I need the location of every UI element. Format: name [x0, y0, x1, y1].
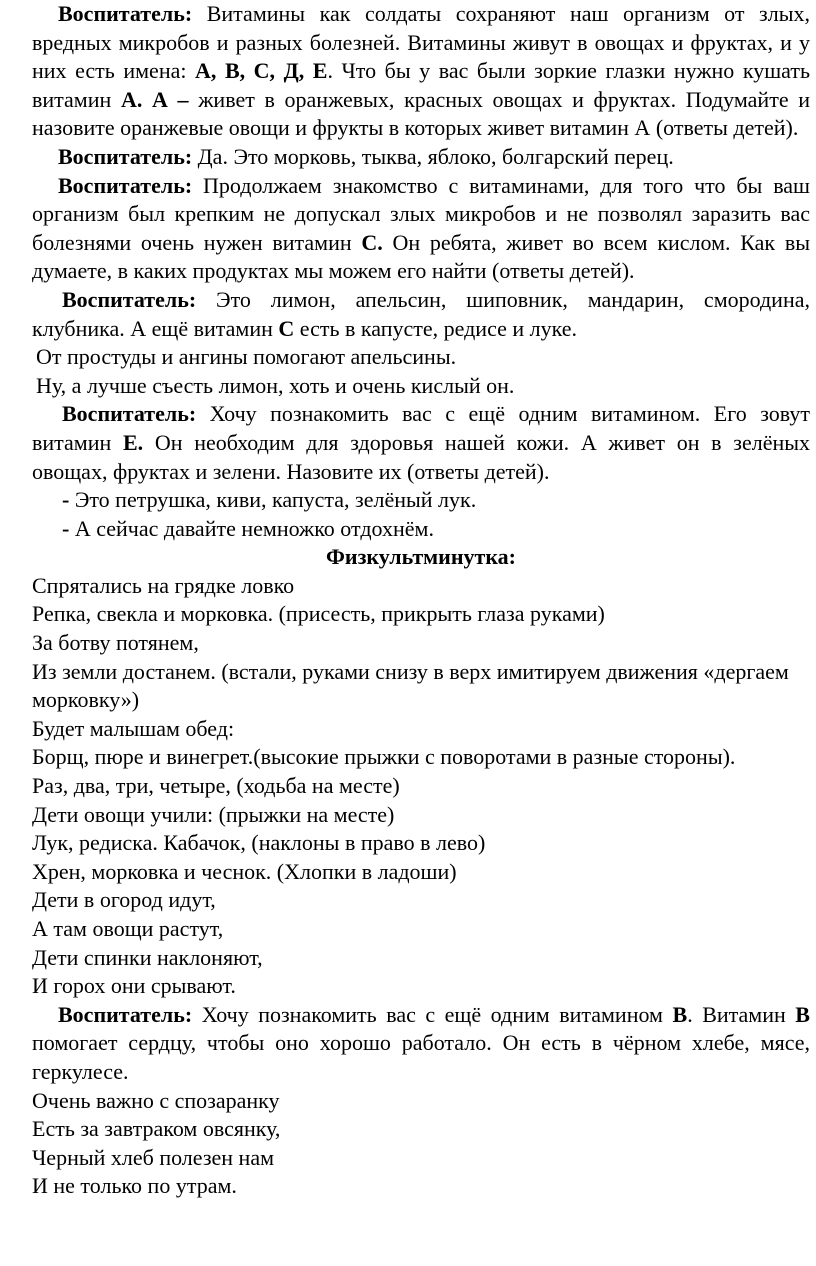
speaker-label: Воспитатель:: [58, 1, 193, 26]
exercise-line: Из земли достанем. (встали, руками снизу в верх имитируем движения «дергаем морковку»): [32, 658, 789, 713]
exercise-poem: [32, 572, 810, 1001]
exercise-line: Будет малышам обед:: [32, 715, 235, 741]
paragraph-vitamin-a: Воспитатель: Витамины как солдаты сохраняют наш организм от злых, вредных микробов и разных болезней. Витамины живут в овощах и фруктах, и у них есть имена: А, В, С, Д, Е. Что бы у вас были зоркие глазки нужно кушать витамин А. А – живет в оранжевых, красных овощах и фруктах. Подумайте и назовите оранжевые овощи и фрукты в которых живет витамин А (ответы детей).: [32, 1, 811, 141]
exercise-line: И горох они срывают.: [32, 973, 236, 999]
poem-line: Есть за завтраком овсянку,: [32, 1116, 281, 1142]
speaker-label: Воспитатель:: [58, 1001, 193, 1027]
dash-line: - Это петрушка, киви, капуста, зелёный лук.: [62, 487, 477, 513]
exercise-line: Лук, редиска. Кабачок, (наклоны в право в лево): [32, 830, 486, 856]
poem-line: Очень важно с спозаранку: [32, 1087, 280, 1113]
paragraph-vitamin-c: Воспитатель: Продолжаем знакомство с витаминами, для того что бы ваш организм был крепким не допускал злых микробов и не позволял заразить вас болезнями очень нужен витамин С. Он ребята, живет во всем кислом. Как вы думаете, в каких продуктах мы можем его найти (ответы детей).: [32, 172, 810, 284]
exercise-line: Борщ, пюре и винегрет.(высокие прыжки с поворотами в разные стороны).: [32, 744, 736, 770]
poem-line: Ну, а лучше съесть лимон, хоть и очень кислый он.: [36, 372, 515, 398]
paragraph-vitamin-e: Воспитатель: Хочу познакомить вас с ещё одним витамином. Его зовут витамин Е. Он необходим для здоровья нашей кожи. А живет он в зелёных овощах, фруктах и зелени. Назовите их (ответы детей).: [32, 401, 811, 484]
exercise-line: Репка, свекла и морковка. (присесть, прикрыть глаза руками): [32, 601, 605, 627]
speaker-label: Воспитатель:: [62, 286, 197, 312]
speaker-label: Воспитатель:: [58, 143, 193, 169]
exercise-line: Дети овощи учили: (прыжки на месте): [32, 801, 395, 827]
exercise-line: За ботву потянем,: [32, 630, 199, 656]
speaker-label: Воспитатель:: [58, 172, 193, 198]
poem-line: От простуды и ангины помогают апельсины.: [36, 344, 457, 370]
poem-line: И не только по утрам.: [32, 1173, 237, 1199]
paragraph-vitamin-b: Воспитатель: Хочу познакомить вас с ещё одним витамином В. Витамин В помогает сердцу, чтобы оно хорошо работало. Он есть в чёрном хлебе, мясе, геркулесе.: [32, 1001, 810, 1084]
exercise-line: Хрен, морковка и чеснок. (Хлопки в ладоши): [32, 858, 457, 884]
exercise-line: Дети спинки наклоняют,: [32, 944, 263, 970]
paragraph-vitamin-a-answer: Воспитатель: Да. Это морковь, тыква, яблоко, болгарский перец.: [58, 143, 674, 169]
exercise-line: Спрятались на грядке ловко: [32, 572, 295, 598]
exercise-line: Дети в огород идут,: [32, 887, 216, 913]
speaker-label: Воспитатель:: [62, 401, 197, 427]
dash-line: - А сейчас давайте немножко отдохнём.: [62, 515, 434, 541]
poem-line: Черный хлеб полезен нам: [32, 1144, 275, 1170]
exercise-line: Раз, два, три, четыре, (ходьба на месте): [32, 773, 400, 799]
closing-poem: [32, 1087, 810, 1201]
exercise-title: Физкультминутка:: [326, 544, 516, 570]
exercise-line: А там овощи растут,: [32, 916, 224, 941]
paragraph-vitamin-c-answer: Воспитатель: Это лимон, апельсин, шиповник, мандарин, смородина, клубника. А ещё витамин С есть в капусте, редисе и луке.: [32, 286, 810, 341]
